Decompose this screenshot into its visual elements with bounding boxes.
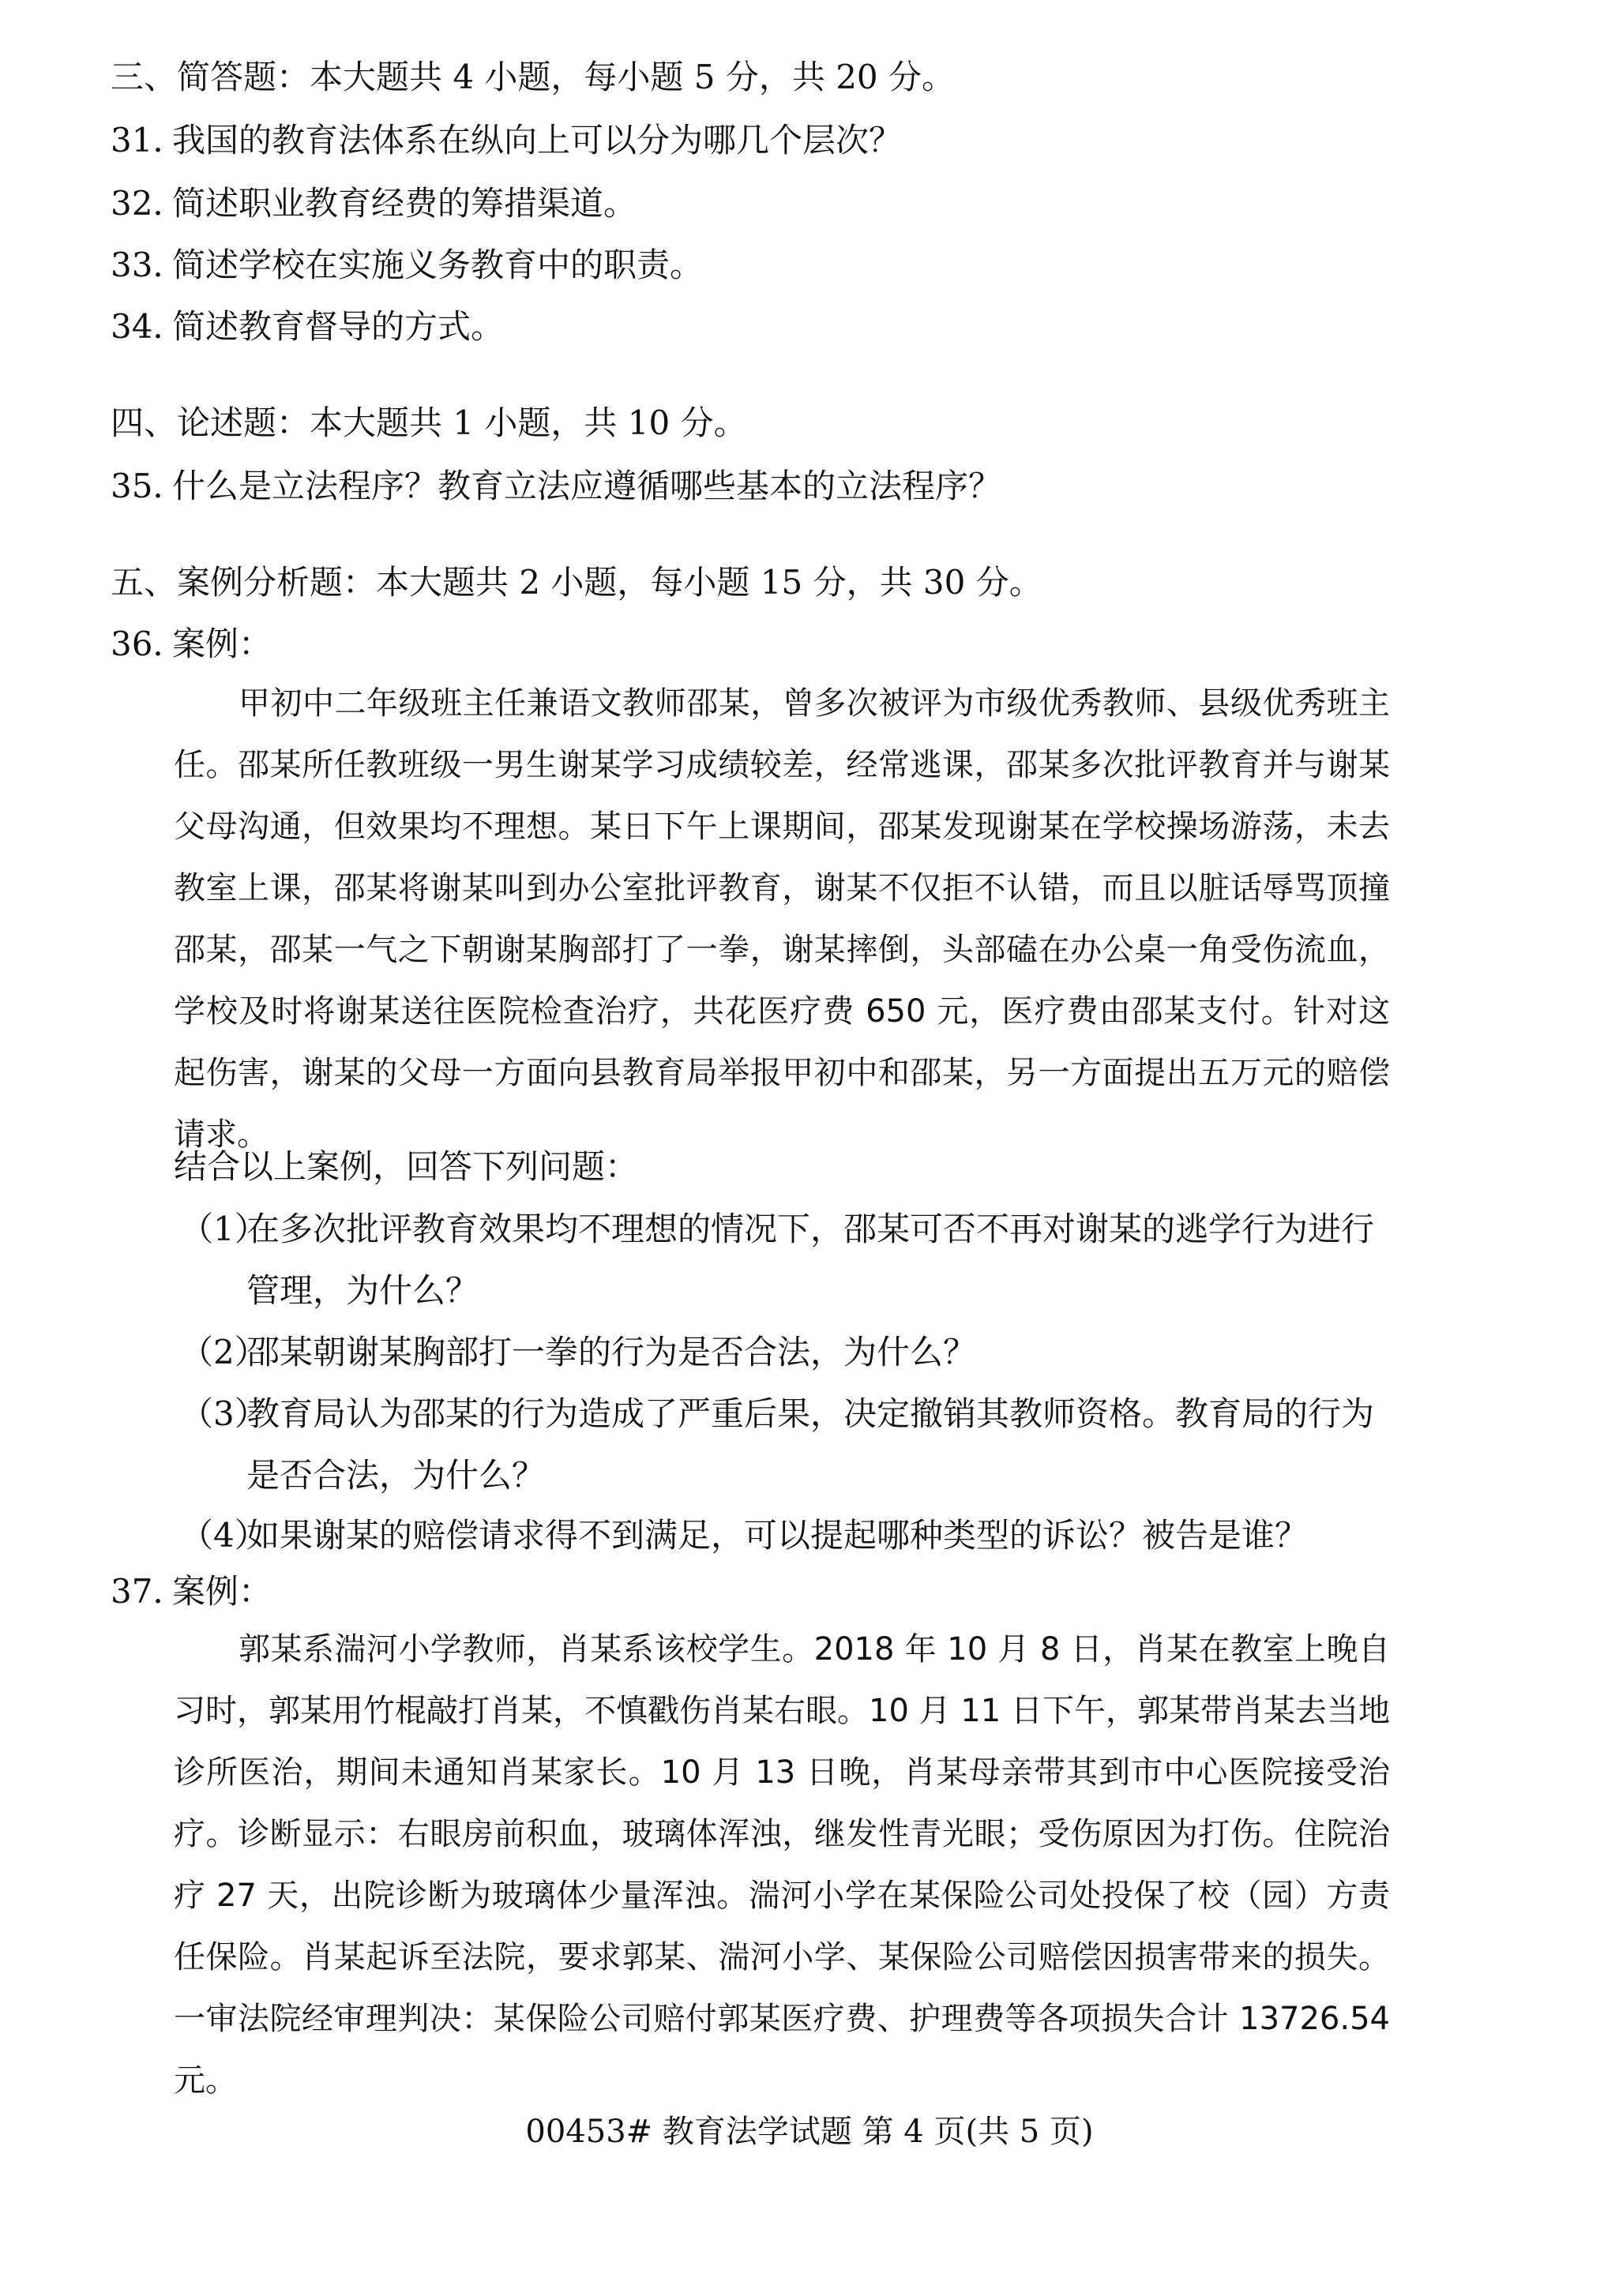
question-text: 简述职业教育经费的筹措渠道。 — [172, 184, 637, 223]
section-heading-case-analysis: 五、案例分析题：本大题共 2 小题，每小题 15 分，共 30 分。 — [111, 563, 1042, 602]
question-number: 36． — [111, 625, 186, 663]
question-number: 33． — [111, 246, 186, 284]
subquestion-1 — [180, 1199, 1396, 1322]
subquestion-text: 如果谢某的赔偿请求得不到满足，可以提起哪种类型的诉讼？被告是谁？ — [246, 1516, 1309, 1555]
case-label: 案例： — [172, 625, 272, 663]
subquestion-mark: （2） — [180, 1333, 268, 1371]
case-37-text: 郭某系湍河小学教师，肖某系该校学生。2018 年 10 月 8 日，肖某在教室上晚自习时，郭某用竹棍敲打肖某，不慎戳伤肖某右眼。10 月 11 日下午，郭某带肖某去当地诊所医治，期间未通知肖某家长。10 月 13 日晚，肖某母亲带其到市中心医院接受治疗。诊断显示：右眼房前积血，玻璃体浑浊，继发性青光眼；受伤原因为打伤。住院治疗 27 天，出院诊断为玻璃体少量浑浊。湍河小学在某保险公司处投保了校（园）方责任保险。肖某起诉至法院，要求郭某、湍河小学、某保险公司赔偿因损害带来的损失。一审法院经审理判决：某保险公司赔付郭某医疗费、护理费等各项损失合计 13726.54 元。 — [174, 1631, 1390, 2099]
section-heading-essay: 四、论述题：本大题共 1 小题，共 10 分。 — [111, 403, 747, 442]
case-label: 案例： — [172, 1572, 272, 1611]
question-37 — [111, 1568, 272, 1615]
question-33 — [111, 242, 703, 289]
section-heading-short-answer: 三、简答题：本大题共 4 小题，每小题 5 分，共 20 分。 — [111, 58, 955, 96]
question-number: 34． — [111, 307, 186, 346]
question-number: 35． — [111, 467, 186, 505]
subquestion-4 — [180, 1505, 1396, 1566]
question-31 — [111, 117, 902, 164]
subquestion-mark: （4） — [180, 1516, 268, 1555]
case-37-paragraph — [174, 1619, 1390, 2111]
case-36-text: 甲初中二年级班主任兼语文教师邵某，曾多次被评为市级优秀教师、县级优秀班主任。邵某所任教班级一男生谢某学习成绩较差，经常逃课，邵某多次批评教育并与谢某父母沟通，但效果均不理想。某日下午上课期间，邵某发现谢某在学校操场游荡，未去教室上课，邵某将谢某叫到办公室批评教育，谢某不仅拒不认错，而且以脏话辱骂顶撞邵某，邵某一气之下朝谢某胸部打了一拳，谢某摔倒，头部磕在办公桌一角受伤流血，学校及时将谢某送往医院检查治疗，共花医疗费 650 元，医疗费由邵某支付。针对这起伤害，谢某的父母一方面向县教育局举报甲初中和邵某，另一方面提出五万元的赔偿请求。 — [174, 685, 1390, 1153]
subquestion-text: 教育局认为邵某的行为造成了严重后果，决定撤销其教师资格。教育局的行为是否合法，为什么？ — [246, 1394, 1375, 1495]
question-number: 37． — [111, 1572, 186, 1611]
question-number: 31． — [111, 121, 186, 159]
question-text: 简述学校在实施义务教育中的职责。 — [172, 246, 704, 284]
question-34 — [111, 303, 504, 351]
subquestion-mark: （1） — [180, 1210, 268, 1248]
question-text: 简述教育督导的方式。 — [172, 307, 505, 346]
question-text: 我国的教育法体系在纵向上可以分为哪几个层次？ — [172, 121, 903, 159]
case-36-paragraph — [174, 673, 1390, 1165]
page-footer: 00453# 教育法学试题 第 4 页(共 5 页) — [525, 2114, 1094, 2150]
question-36 — [111, 621, 272, 668]
subquestion-2 — [180, 1322, 1396, 1383]
subquestion-mark: （3） — [180, 1394, 268, 1433]
case-36-prompt: 结合以上案例，回答下列问题： — [174, 1147, 639, 1186]
subquestion-text: 在多次批评教育效果均不理想的情况下，邵某可否不再对谢某的逃学行为进行管理，为什么？ — [246, 1210, 1375, 1310]
question-text: 什么是立法程序？教育立法应遵循哪些基本的立法程序？ — [172, 467, 1002, 505]
question-number: 32． — [111, 184, 186, 223]
question-35 — [111, 463, 1001, 510]
question-32 — [111, 180, 637, 227]
subquestion-text: 邵某朝谢某胸部打一拳的行为是否合法，为什么？ — [246, 1333, 977, 1371]
subquestion-3 — [180, 1383, 1396, 1506]
